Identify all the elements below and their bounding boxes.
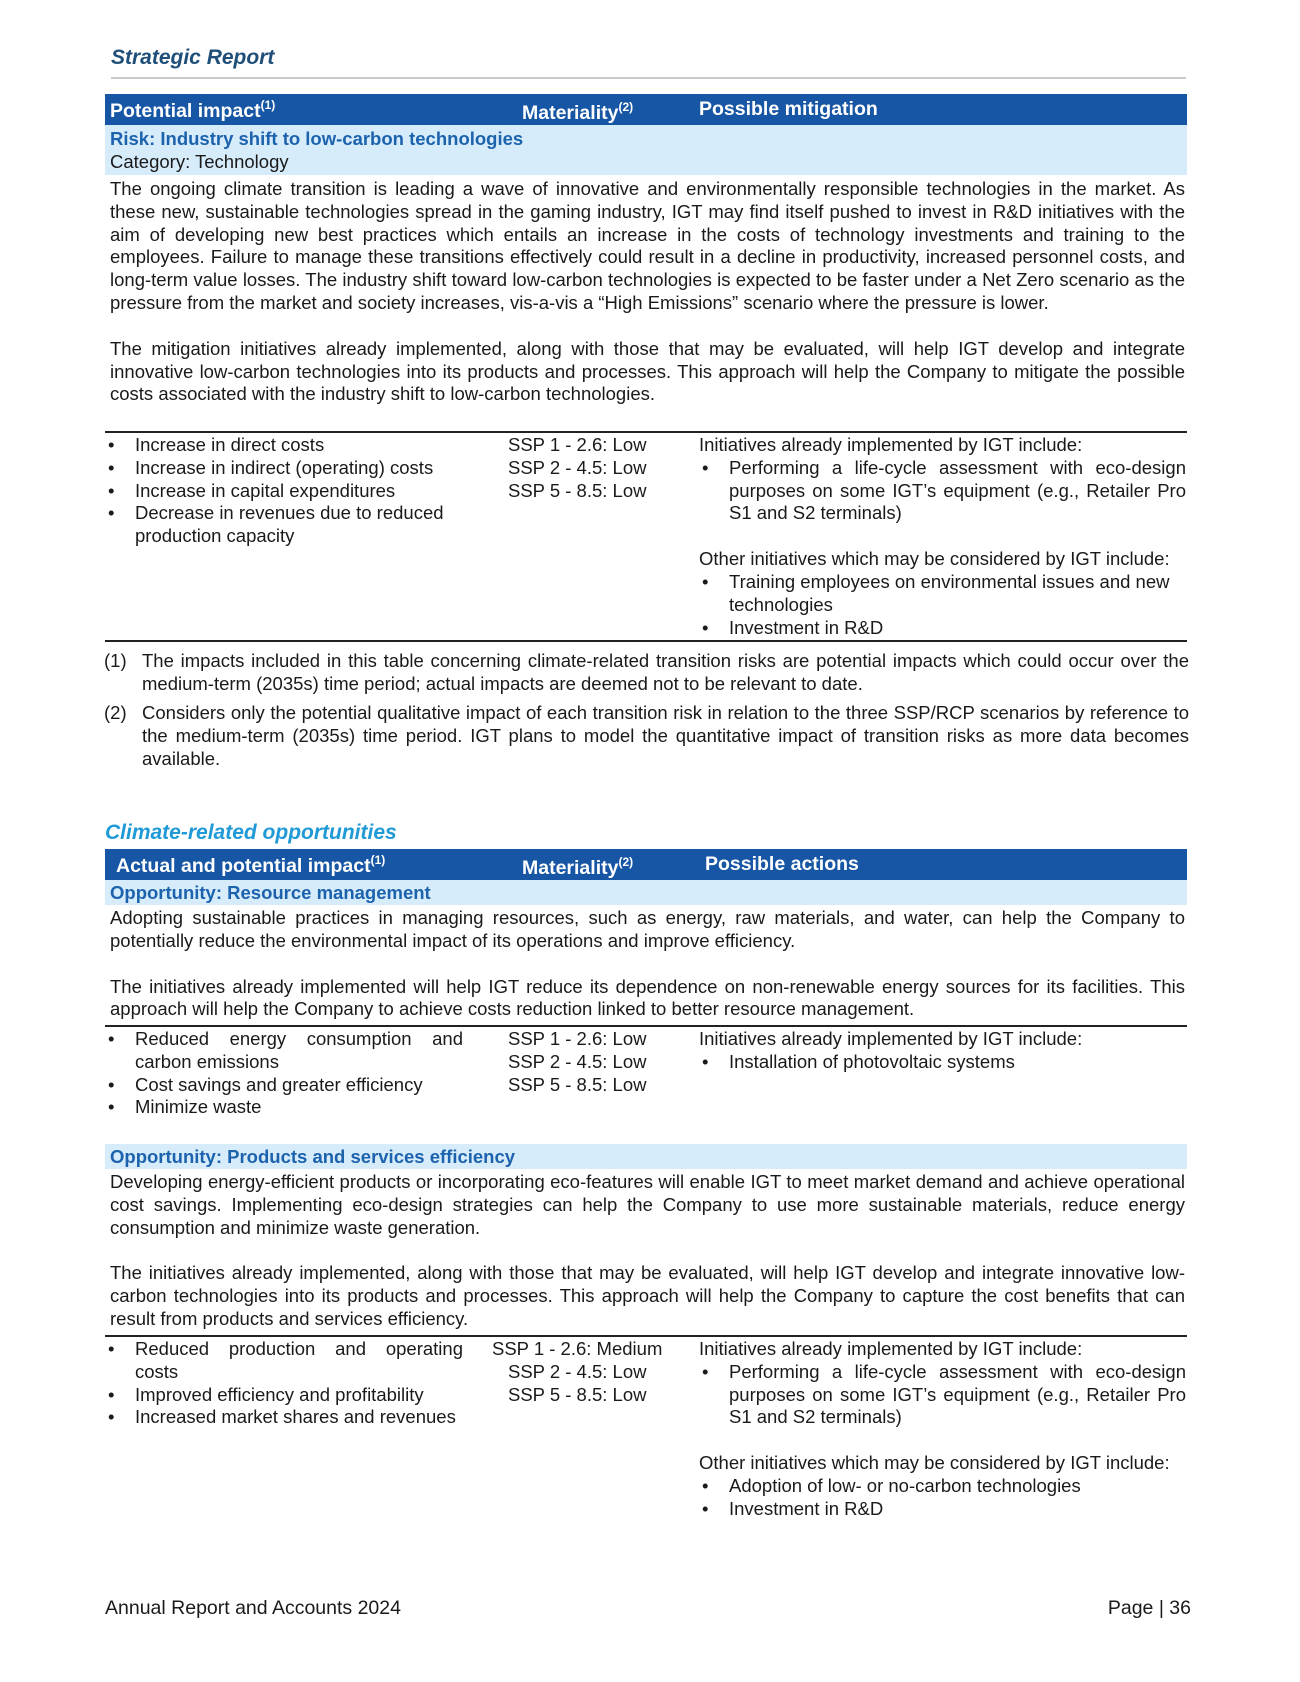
implemented-heading: Initiatives already implemented by IGT include: <box>699 434 1083 455</box>
report-title: Strategic Report <box>111 46 275 69</box>
footnote-text: The impacts included in this table concerning climate-related transition risks are potential impacts which could occur over the medium-term (2035s) time period; actual impacts are deemed not to be relevant to date. <box>142 650 1189 694</box>
footnote-1 <box>104 650 1189 696</box>
risk-title: Risk: Industry shift to low-carbon technologies <box>110 128 524 149</box>
title-divider <box>111 77 1186 79</box>
resource-title-band <box>105 880 1187 905</box>
footnote-text: Considers only the potential qualitative impact of each transition risk in relation to the three SSP/RCP scenarios by reference to the medium-term (2035s) time period. IGT plans to model the quantitative impact of transition risks as more data becomes available. <box>142 702 1189 769</box>
considered-heading: Other initiatives which may be considered by IGT include: <box>699 1452 1170 1474</box>
materiality-value: SSP 1 - 2.6: Low <box>508 434 647 455</box>
implemented-list <box>699 1051 1186 1074</box>
risk-title-band <box>105 125 1187 175</box>
resource-title: Opportunity: Resource management <box>110 882 431 903</box>
column-header-materiality: Materiality$^{(2)}$ <box>522 100 634 124</box>
risk-paragraph-1: The ongoing climate transition is leading a wave of innovative and environmentally responsible technologies in the market. As these new, sustainable technologies spread in the gaming industry, IGT may find itself pushed to invest in R&D initiatives with the aim of developing new best practices which entails an increase in the costs of technology investments and training to the employees. Failure to manage these transitions effectively could result in a decline in productivity, increased personnel costs, and long-term value losses. The industry shift toward low-carbon technologies is expected to be faster under a Net Zero scenario as the pressure from the market and society increases, vis-a-vis a “High Emissions” scenario where the pressure is lower. <box>110 178 1185 313</box>
risk-impacts-list <box>105 434 463 548</box>
resource-actions-column <box>699 1028 1186 1074</box>
list-item: • Adoption of low- or no-carbon technologies <box>699 1475 1186 1498</box>
resource-table-rule <box>105 1025 1187 1027</box>
list-item: • Performing a life-cycle assessment with eco-design purposes on some IGT’s equipment (e.g., Retailer Pro S1 and S2 terminals) <box>699 1361 1186 1429</box>
products-impacts-list <box>105 1338 463 1429</box>
column-header-possible-mitigation: Possible mitigation <box>699 98 878 120</box>
risk-paragraph-2: The mitigation initiatives already implemented, along with those that may be evaluated, will help IGT develop and integrate innovative low-carbon technologies into its products and processes. This approach will help the Company to mitigate the possible costs associated with the industry shift to low-carbon technologies. <box>110 337 1185 405</box>
list-item: • Cost savings and greater efficiency <box>105 1074 463 1097</box>
materiality-value: SSP 2 - 4.5: Low <box>508 1360 647 1382</box>
column-header-actual-potential-impact: Actual and potential impact$^{(1)}$ <box>116 853 386 877</box>
products-impacts-column <box>105 1338 463 1429</box>
implemented-list <box>699 1361 1186 1429</box>
considered-list <box>699 1475 1186 1521</box>
products-paragraph-1: Developing energy-efficient products or incorporating eco-features will enable IGT to meet market demand and achieve operational cost savings. Implementing eco-design strategies can help the Company to use more sustainable materials, reduce energy consumption and minimize waste generation. <box>110 1171 1185 1238</box>
materiality-value: SSP 2 - 4.5: Low <box>508 456 647 478</box>
risk-table-rule-bottom <box>105 640 1187 642</box>
products-title-band <box>105 1144 1187 1169</box>
list-item: • Decrease in revenues due to reduced production capacity <box>105 502 463 548</box>
risk-category: Category: Technology <box>110 151 289 172</box>
risk-table-rule-top <box>105 431 1187 433</box>
column-header-possible-actions: Possible actions <box>705 853 859 875</box>
list-item: • Training employees on environmental issues and new technologies <box>699 571 1186 617</box>
products-title: Opportunity: Products and services efficiency <box>110 1146 516 1167</box>
implemented-list <box>699 457 1186 525</box>
materiality-value: SSP 5 - 8.5: Low <box>508 1383 647 1405</box>
list-item: • Reduced production and operating costs <box>105 1338 463 1384</box>
materiality-value: SSP 2 - 4.5: Low <box>508 1050 647 1072</box>
risk-description <box>110 178 1185 406</box>
opportunities-heading: Climate-related opportunities <box>105 821 397 844</box>
list-item: • Increase in direct costs <box>105 434 463 457</box>
list-item: • Reduced energy consumption and carbon emissions <box>105 1028 463 1074</box>
risk-table-header <box>105 94 1187 125</box>
footnote-2 <box>104 702 1189 770</box>
footer-report-name: Annual Report and Accounts 2024 <box>105 1597 401 1619</box>
implemented-heading: Initiatives already implemented by IGT include: <box>699 1338 1083 1359</box>
column-header-potential-impact: Potential impact$^{(1)}$ <box>110 98 276 122</box>
resource-paragraph-1: Adopting sustainable practices in managing resources, such as energy, raw materials, and water, can help the Company to potentially reduce the environmental impact of its operations and improve efficiency. <box>110 907 1185 951</box>
footnote-number: (2) <box>104 702 127 723</box>
risk-impacts-column <box>105 434 463 548</box>
resource-impacts-list <box>105 1028 463 1119</box>
materiality-value: SSP 5 - 8.5: Low <box>508 479 647 501</box>
list-item: • Investment in R&D <box>699 1498 1186 1521</box>
resource-description <box>110 907 1185 1021</box>
list-item: • Increase in indirect (operating) costs <box>105 457 463 480</box>
products-materiality-column <box>492 1338 692 1406</box>
list-item: • Increased market shares and revenues <box>105 1406 463 1429</box>
list-item: • Increase in capital expenditures <box>105 480 463 503</box>
products-table-rule <box>105 1335 1187 1337</box>
resource-impacts-column <box>105 1028 463 1119</box>
opportunities-table-header <box>105 849 1187 880</box>
risk-mitigation-column <box>699 434 1186 639</box>
products-paragraph-2: The initiatives already implemented, along with those that may be evaluated, will help IGT develop and integrate innovative low-carbon technologies into its products and processes. This approach will help the Company to capture the cost benefits that can result from products and services efficiency. <box>110 1262 1185 1329</box>
footer-page-number: Page | 36 <box>1107 1597 1191 1619</box>
risk-materiality-column <box>508 434 678 502</box>
considered-heading: Other initiatives which may be considered by IGT include: <box>699 548 1170 570</box>
products-actions-column <box>699 1338 1186 1521</box>
list-item: • Performing a life-cycle assessment with eco-design purposes on some IGT’s equipment (e.g., Retailer Pro S1 and S2 terminals) <box>699 457 1186 525</box>
list-item: • Improved efficiency and profitability <box>105 1384 463 1407</box>
products-description <box>110 1171 1185 1331</box>
materiality-value: SSP 5 - 8.5: Low <box>508 1073 647 1095</box>
materiality-value: SSP 1 - 2.6: Low <box>508 1028 647 1049</box>
resource-materiality-column <box>508 1028 678 1096</box>
list-item: • Investment in R&D <box>699 617 1186 640</box>
list-item: • Installation of photovoltaic systems <box>699 1051 1186 1074</box>
considered-list <box>699 571 1186 639</box>
column-header-materiality: Materiality$^{(2)}$ <box>522 855 634 879</box>
implemented-heading: Initiatives already implemented by IGT include: <box>699 1028 1083 1049</box>
materiality-value: SSP 1 - 2.6: Medium <box>492 1338 663 1359</box>
footnote-number: (1) <box>104 650 127 671</box>
resource-paragraph-2: The initiatives already implemented will help IGT reduce its dependence on non-renewable energy sources for its facilities. This approach will help the Company to achieve costs reduction linked to better resource management. <box>110 975 1185 1020</box>
list-item: • Minimize waste <box>105 1096 463 1119</box>
